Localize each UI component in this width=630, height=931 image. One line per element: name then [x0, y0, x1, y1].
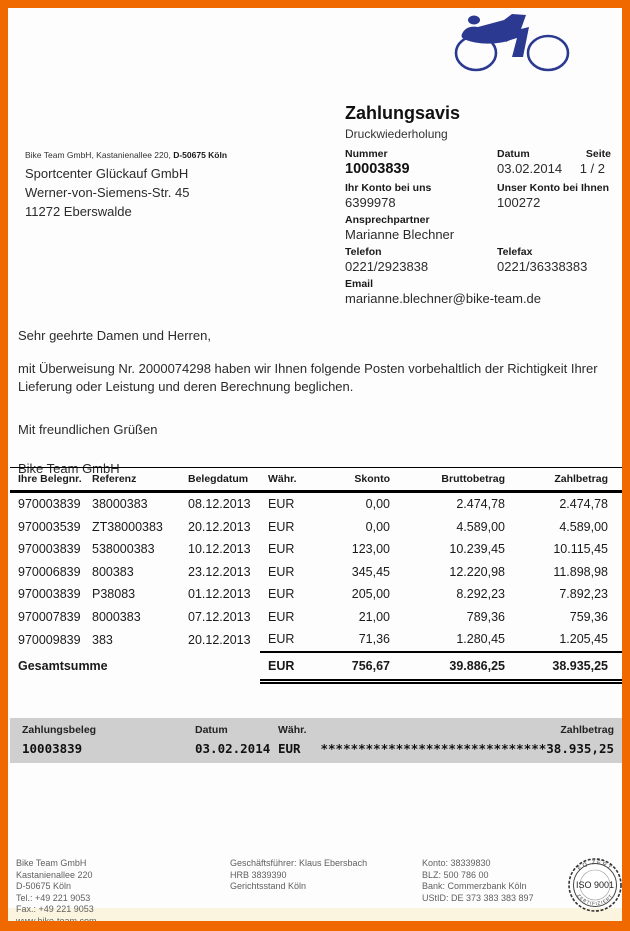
footer-line: Geschäftsführer: Klaus Ebersbach [230, 858, 368, 868]
footer-line: Kastanienallee 220 [16, 869, 93, 880]
paybar-zahlbetrag-label: Zahlbetrag [560, 724, 614, 736]
cell-referenz: 800383 [92, 564, 134, 579]
cell-zahlbetrag: 11.898,98 [553, 564, 608, 579]
cell-zahlbetrag: 10.115,45 [553, 542, 608, 557]
cell-belegdatum: 20.12.2013 [188, 519, 251, 534]
cell-zahlbetrag: 759,36 [569, 609, 608, 624]
cell-belegdatum: 20.12.2013 [188, 632, 251, 647]
recipient-street: Werner-von-Siemens-Str. 45 [25, 185, 190, 200]
col-header-belegdatum: Belegdatum [180, 468, 260, 492]
cell-skonto: 205,00 [351, 587, 390, 602]
ansprechpartner-value: Marianne Blechner [345, 227, 455, 242]
footer-line: Bike Team GmbH [16, 858, 87, 868]
col-header-waehrung: Währ. [260, 468, 316, 492]
table-total-row [10, 652, 622, 682]
bike-team-logo-icon [452, 12, 572, 74]
cell-brutto: 8.292,23 [456, 587, 505, 602]
cell-belegnr: 970007839 [18, 609, 81, 624]
cell-belegdatum: 23.12.2013 [188, 564, 251, 579]
cell-brutto: 2.474,78 [456, 497, 505, 512]
cell-belegdatum: 07.12.2013 [188, 609, 251, 624]
footer-line: D-50675 Köln [16, 881, 72, 891]
cell-referenz: 383 [92, 632, 113, 647]
telefax-label: Telefax [497, 246, 533, 258]
cell-skonto: 0,00 [365, 519, 390, 534]
cell-referenz: ZT38000383 [92, 519, 163, 534]
footer-line: UStID: DE 373 383 383 897 [422, 892, 534, 903]
footer-line: Konto: 38339830 [422, 858, 491, 868]
letter-signature: Bike Team GmbH [18, 461, 120, 476]
sender-return-address [25, 150, 227, 160]
footer-website: www.bike-team.com [16, 915, 97, 926]
cell-brutto: 789,36 [466, 609, 505, 624]
payment-voucher-bar [10, 718, 622, 763]
telefon-label: Telefon [345, 246, 382, 258]
table-row [10, 606, 622, 629]
table-row [10, 583, 622, 606]
footer-line: Bank: Commerzbank Köln [422, 881, 527, 891]
recipient-name: Sportcenter Glückauf GmbH [25, 166, 189, 181]
cell-brutto: 12.220,98 [449, 564, 505, 579]
cell-skonto: 71,36 [316, 628, 408, 652]
table-row [10, 492, 622, 516]
footer-company-column [16, 858, 97, 927]
table-row [10, 538, 622, 561]
footer-bank-column [422, 858, 534, 904]
telefax-value: 0221/36338383 [497, 259, 588, 274]
zahlungsbeleg-label: Zahlungsbeleg [22, 724, 97, 736]
cell-referenz: 8000383 [92, 609, 141, 624]
unser-konto-label: Unser Konto bei Ihnen [497, 182, 610, 194]
paybar-datum-value: 03.02.2014 [195, 741, 271, 756]
table-row [10, 561, 622, 584]
total-zahlbetrag: 38.935,25 [513, 652, 622, 682]
cell-belegdatum: 01.12.2013 [188, 587, 251, 602]
avis-number: 10003839 [345, 161, 410, 177]
col-header-skonto: Skonto [316, 468, 408, 492]
nummer-label: Nummer [345, 148, 388, 160]
cell-belegnr: 970003839 [18, 542, 81, 557]
cell-belegdatum: 10.12.2013 [188, 542, 251, 557]
salutation: Sehr geehrte Damen und Herren, [18, 328, 211, 343]
seite-label: Seite [585, 148, 611, 160]
iso-9001-seal-icon [564, 852, 626, 918]
zahlungsbeleg-number: 10003839 [22, 741, 83, 756]
col-header-bruttobetrag: Bruttobetrag [408, 468, 513, 492]
sender-prefix: Bike Team GmbH, Kastanienallee 220, [25, 150, 174, 160]
cell-waehrung: EUR [268, 609, 295, 624]
line-items-table [10, 467, 622, 684]
cell-zahlbetrag: 1.205,45 [513, 628, 622, 652]
table-row [10, 516, 622, 539]
cell-zahlbetrag: 7.892,23 [559, 587, 608, 602]
paybar-waehr-label: Währ. [278, 724, 307, 736]
cell-zahlbetrag: 2.474,78 [559, 497, 608, 512]
cell-skonto: 0,00 [365, 497, 390, 512]
cell-waehrung: EUR [260, 628, 316, 652]
footer-legal-column [230, 858, 367, 893]
email-value: marianne.blechner@bike-team.de [345, 291, 542, 306]
document-title: Zahlungsavis [345, 103, 461, 123]
document-subtitle: Druckwiederholung [345, 127, 448, 141]
footer-line: Fax.: +49 221 9053 [16, 904, 94, 914]
cell-skonto: 21,00 [358, 609, 390, 624]
cell-belegnr: 970009839 [18, 632, 81, 647]
footer-line: Gerichtsstand Köln [230, 881, 307, 891]
total-currency: EUR [260, 652, 316, 682]
col-header-referenz: Referenz [84, 468, 180, 492]
document-header-block [345, 103, 613, 307]
letter-body [18, 328, 610, 476]
recipient-address-block [25, 164, 190, 221]
cell-belegnr: 970006839 [18, 564, 81, 579]
table-header-row [10, 468, 622, 492]
cell-brutto: 1.280,45 [408, 628, 513, 652]
cell-referenz: 538000383 [92, 542, 155, 557]
cell-waehrung: EUR [268, 542, 295, 557]
page-indicator: 1 / 2 [579, 161, 605, 176]
cell-waehrung: EUR [268, 564, 295, 579]
col-header-belegnr: Ihre Belegnr. [10, 468, 84, 492]
ihr-konto-label: Ihr Konto bei uns [345, 182, 432, 194]
unser-konto-value: 100272 [497, 195, 541, 210]
sender-city: D-50675 Köln [173, 150, 228, 160]
svg-text:ZERTIFIZIERT: ZERTIFIZIERT [576, 893, 614, 907]
recipient-city: 11272 Eberswalde [25, 204, 132, 219]
paybar-zahlbetrag-value: ******************************38.935,25 [320, 741, 614, 756]
cell-belegnr: 970003539 [18, 519, 81, 534]
telefon-value: 0221/2923838 [345, 259, 429, 274]
col-header-zahlbetrag: Zahlbetrag [513, 468, 622, 492]
cell-waehrung: EUR [268, 497, 295, 512]
cell-brutto: 10.239,45 [449, 542, 505, 557]
svg-text:ISO 9001: ISO 9001 [575, 880, 615, 890]
cell-zahlbetrag: 4.589,00 [559, 519, 608, 534]
total-label: Gesamtsumme [18, 659, 108, 674]
total-skonto: 756,67 [316, 652, 408, 682]
ihr-konto-value: 6399978 [345, 195, 396, 210]
letter-closing: Mit freundlichen Grüßen [18, 422, 158, 437]
datum-label: Datum [497, 148, 530, 160]
svg-text:EQ ZERT: EQ ZERT [576, 859, 614, 873]
cell-brutto: 4.589,00 [456, 519, 505, 534]
cell-waehrung: EUR [268, 587, 295, 602]
cell-waehrung: EUR [268, 519, 295, 534]
bottom-cream-strip [8, 908, 622, 921]
cell-referenz: P38083 [92, 587, 136, 602]
total-brutto: 39.886,25 [408, 652, 513, 682]
cell-skonto: 123,00 [351, 542, 390, 557]
paybar-datum-label: Datum [195, 724, 228, 736]
cell-belegdatum: 08.12.2013 [188, 497, 251, 512]
footer-line: Tel.: +49 221 9053 [16, 892, 91, 903]
footer-line: BLZ: 500 786 00 [422, 869, 489, 880]
footer-line: HRB 3839390 [230, 869, 287, 880]
table-row [10, 628, 622, 652]
avis-date: 03.02.2014 [497, 161, 563, 176]
cell-skonto: 345,45 [351, 564, 390, 579]
paybar-waehr-value: EUR [278, 741, 301, 756]
cell-belegnr: 970003839 [18, 497, 81, 512]
cell-belegnr: 970003839 [18, 587, 81, 602]
email-label: Email [345, 278, 374, 290]
cell-referenz: 38000383 [92, 497, 148, 512]
ansprechpartner-label: Ansprechpartner [345, 214, 430, 226]
letter-paragraph: mit Überweisung Nr. 2000074298 haben wir Ihnen folgende Posten vorbehaltlich der Richtigkeit Ihrer Lieferung oder Leistung und deren Berechnung beglichen. [18, 361, 598, 394]
